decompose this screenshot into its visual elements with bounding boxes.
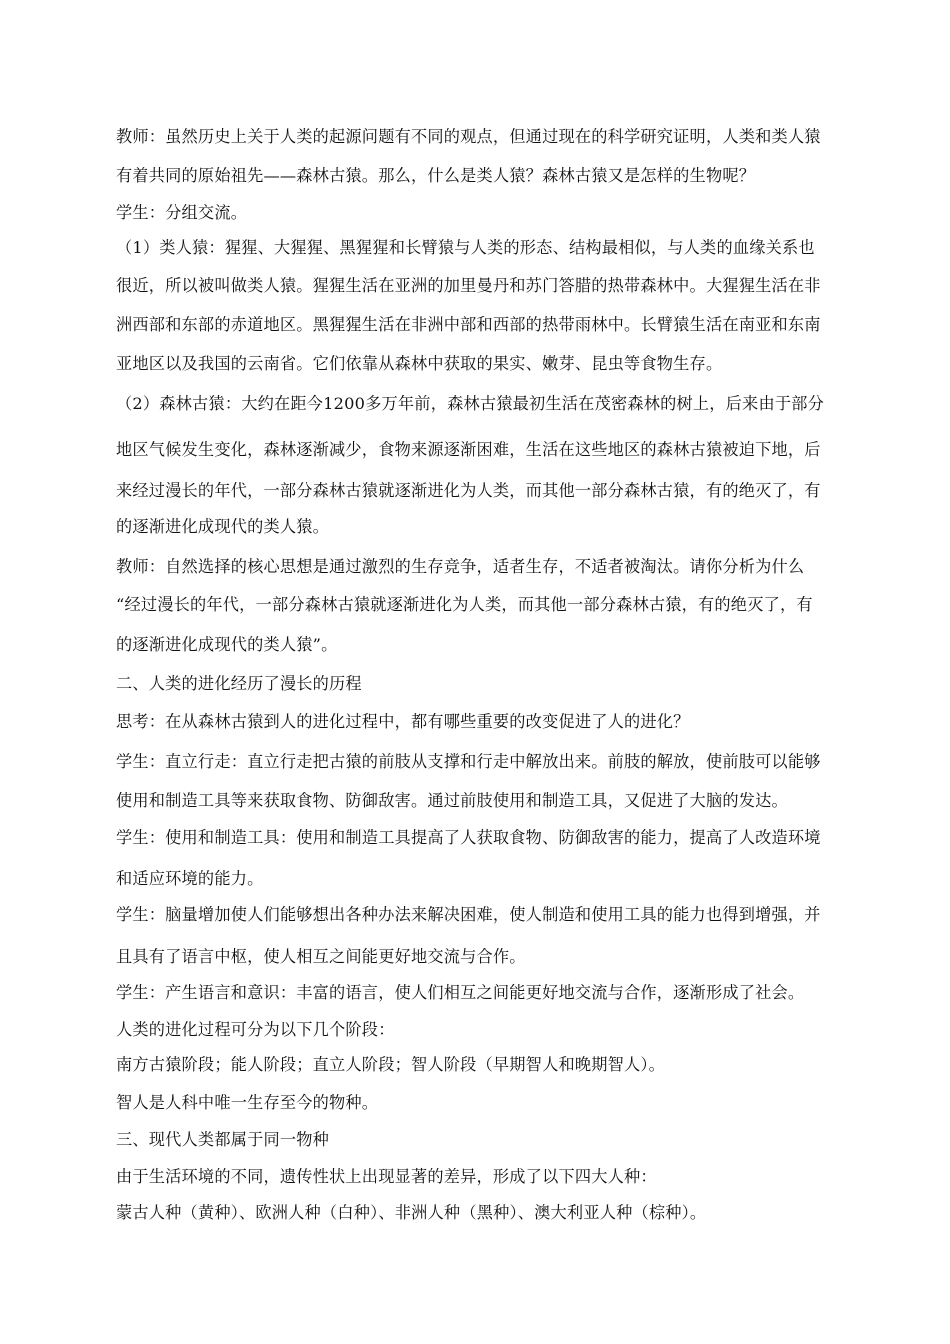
text-line: （2）森林古猿：大约在距今1200多万年前，森林古猿最初生活在茂密森林的树上，后来由于部分 — [116, 394, 824, 413]
text-line: 教师：虽然历史上关于人类的起源问题有不同的观点，但通过现在的科学研究证明，人类和类人猿 — [116, 127, 821, 146]
text-line: 使用和制造工具等来获取食物、防御敌害。通过前肢使用和制造工具，又促进了大脑的发达。 — [116, 791, 788, 810]
text-line: 和适应环境的能力。 — [116, 869, 264, 888]
text-line: 人类的进化过程可分为以下几个阶段： — [116, 1020, 395, 1039]
text-line: 学生：直立行走：直立行走把古猿的前肢从支撑和行走中解放出来。前肢的解放，使前肢可以能够 — [116, 752, 821, 771]
text-line: 来经过漫长的年代，一部分森林古猿就逐渐进化为人类，而其他一部分森林古猿，有的绝灭了，有 — [116, 481, 821, 500]
text-line: 地区气候发生变化，森林逐渐减少，食物来源逐渐困难，生活在这些地区的森林古猿被迫下地，后 — [116, 440, 821, 459]
text-line: 教师：自然选择的核心思想是通过激烈的生存竞争，适者生存，不适者被淘汰。请你分析为什么 — [116, 557, 805, 576]
text-line: 学生：脑量增加使人们能够想出各种办法来解决困难，使人制造和使用工具的能力也得到增强，并 — [116, 905, 821, 924]
text-line: 洲西部和东部的赤道地区。黑猩猩生活在非洲中部和西部的热带雨林中。长臂猿生活在南亚和东南 — [116, 315, 821, 334]
text-line: 的逐渐进化成现代的类人猿”。 — [116, 635, 338, 654]
text-line: 蒙古人种（黄种）、欧洲人种（白种）、非洲人种（黑种）、澳大利亚人种（棕种）。 — [116, 1203, 707, 1222]
text-line: 南方古猿阶段；能人阶段；直立人阶段；智人阶段（早期智人和晚期智人）。 — [116, 1055, 666, 1074]
text-line: 思考：在从森林古猿到人的进化过程中，都有哪些重要的改变促进了人的进化？ — [116, 712, 690, 731]
text-line: （1）类人猿：猩猩、大猩猩、黑猩猩和长臂猿与人类的形态、结构最相似，与人类的血缘关系也 — [116, 238, 815, 257]
section-heading: 三、现代人类都属于同一物种 — [116, 1130, 330, 1149]
text-line: 学生：使用和制造工具：使用和制造工具提高了人获取食物、防御敌害的能力，提高了人改造环境 — [116, 828, 821, 847]
text-line: “经过漫长的年代，一部分森林古猿就逐渐进化为人类，而其他一部分森林古猿，有的绝灭了，有 — [116, 595, 813, 614]
text-line: 的逐渐进化成现代的类人猿。 — [116, 517, 330, 536]
text-line: 亚地区以及我国的云南省。它们依靠从森林中获取的果实、嫩芽、昆虫等食物生存。 — [116, 354, 723, 373]
text-line: 且具有了语言中枢，使人相互之间能更好地交流与合作。 — [116, 947, 526, 966]
text-line: 由于生活环境的不同，遗传性状上出现显著的差异，形成了以下四大人种： — [116, 1167, 657, 1186]
text-line: 很近，所以被叫做类人猿。猩猩生活在亚洲的加里曼丹和苏门答腊的热带森林中。大猩猩生活在非 — [116, 276, 821, 295]
text-line: 学生：分组交流。 — [116, 203, 248, 222]
section-heading: 二、人类的进化经历了漫长的历程 — [116, 674, 362, 693]
text-line: 学生：产生语言和意识：丰富的语言，使人们相互之间能更好地交流与合作，逐渐形成了社会。 — [116, 983, 805, 1002]
text-line: 智人是人科中唯一生存至今的物种。 — [116, 1093, 379, 1112]
text-line: 有着共同的原始祖先——森林古猿。那么，什么是类人猿？森林古猿又是怎样的生物呢？ — [116, 166, 756, 185]
